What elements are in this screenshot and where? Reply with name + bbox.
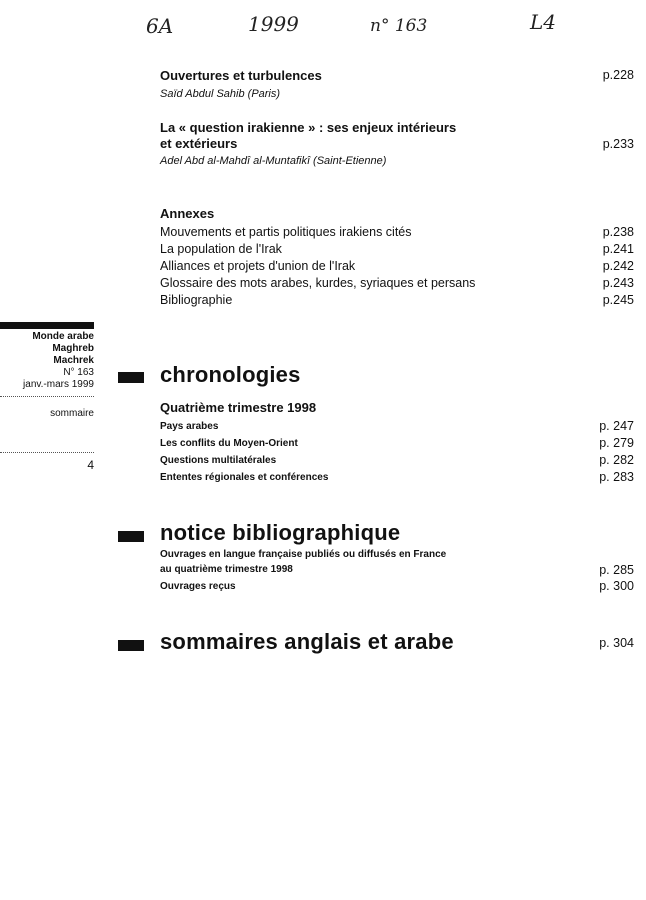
notice-line: Ouvrages en langue française publiés ou diffusés en France [160,549,447,560]
handwritten-year: 1999 [248,12,299,36]
sidebar-issue: N° 163 [63,367,94,378]
section-heading-notice: notice bibliographique [160,520,401,545]
annex-page: p.238 [602,225,634,239]
section-marker [118,531,144,542]
article-page: p.228 [602,68,634,82]
sidebar-rule [0,396,94,397]
section-heading-sommaires: sommaires anglais et arabe [160,629,454,654]
sidebar-journal-line: Maghreb [52,343,94,354]
section-heading-chronologies: chronologies [160,362,301,387]
article-author: Adel Abd al-Mahdî al-Muntafikî (Saint-Etienne) [160,155,387,167]
chronology-page: p. 247 [599,419,634,433]
annex-item: Alliances et projets d'union de l'Irak [160,259,356,273]
sidebar-bar [0,322,94,329]
annex-page: p.243 [602,276,634,290]
article-title-line1: La « question irakienne » : ses enjeux intérieurs [160,120,457,135]
handwritten-code: L4 [530,10,557,34]
annex-page: p.242 [602,259,634,273]
sidebar-rule [0,452,94,453]
section-marker [118,640,144,651]
article-page: p.233 [602,137,634,151]
chronology-page: p. 282 [599,453,634,467]
sidebar-journal-line: Monde arabe [32,331,94,342]
sidebar-date: janv.-mars 1999 [23,379,94,390]
chronology-item: Ententes régionales et conférences [160,472,329,483]
annex-item: Mouvements et partis politiques irakiens cités [160,225,412,239]
sidebar-section: sommaire [50,408,94,419]
article-author: Saïd Abdul Sahib (Paris) [160,88,281,100]
article-title-line2: et extérieurs [160,136,238,151]
annex-page: p.245 [602,293,634,307]
notice-page: p. 300 [599,579,634,593]
handwritten-ref: 6A [146,14,174,38]
annex-item: Glossaire des mots arabes, kurdes, syriaques et persans [160,276,476,290]
sidebar-page-number: 4 [87,458,94,472]
chronology-item: Les conflits du Moyen-Orient [160,438,298,449]
article-title: Ouvertures et turbulences [160,68,322,83]
sidebar-journal-line: Machrek [53,355,94,366]
section-marker [118,372,144,383]
chronologies-subheading: Quatrième trimestre 1998 [160,400,317,415]
notice-line: au quatrième trimestre 1998 [160,564,293,575]
chronology-item: Questions multilatérales [160,455,277,466]
notice-item: Ouvrages reçus [160,581,236,592]
notice-page: p. 285 [599,563,634,577]
chronology-page: p. 283 [599,470,634,484]
chronology-page: p. 279 [599,436,634,450]
chronology-item: Pays arabes [160,421,219,432]
sommaires-page: p. 304 [599,636,634,650]
annex-item: La population de l'Irak [160,242,282,256]
annex-page: p.241 [602,242,634,256]
handwritten-issue: n° 163 [370,16,428,36]
annex-item: Bibliographie [160,293,233,307]
annexes-heading: Annexes [160,206,215,221]
